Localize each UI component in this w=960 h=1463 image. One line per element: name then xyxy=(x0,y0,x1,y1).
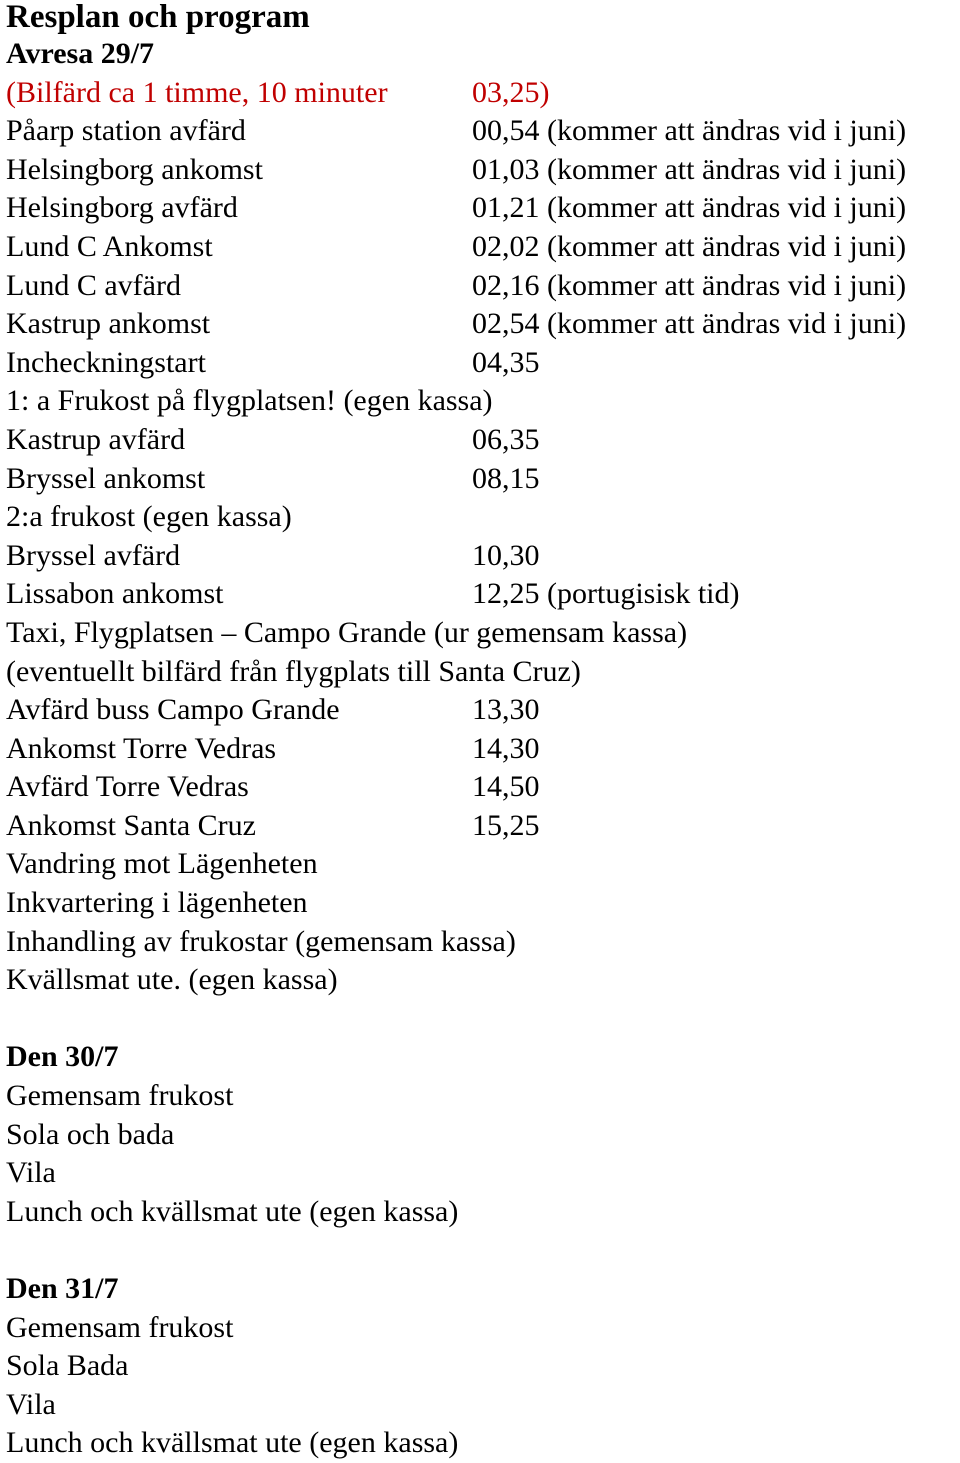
schedule-row xyxy=(6,845,960,884)
row-label: Helsingborg avfärd xyxy=(6,191,238,225)
day-29-7-schedule xyxy=(6,74,960,1000)
row-label: Avfärd Torre Vedras xyxy=(6,770,249,804)
schedule-row xyxy=(6,961,960,1000)
row-label: Kvällsmat ute. (egen kassa) xyxy=(6,963,338,997)
schedule-row xyxy=(6,691,960,730)
schedule-row xyxy=(6,228,960,267)
schedule-row xyxy=(6,884,960,923)
row-time: 13,30 xyxy=(472,693,540,727)
row-label: Taxi, Flygplatsen – Campo Grande (ur gemensam kassa) xyxy=(6,615,688,649)
section-spacer xyxy=(6,1000,960,1039)
list-item: Sola och bada xyxy=(6,1117,175,1151)
row-time: 08,15 xyxy=(472,461,540,495)
row-label: Vandring mot Lägenheten xyxy=(6,847,318,881)
list-item: Lunch och kvällsmat ute (egen kassa) xyxy=(6,1194,459,1228)
list-item: Sola Bada xyxy=(6,1349,129,1383)
section-spacer xyxy=(6,1231,960,1270)
row-label: Inhandling av frukostar (gemensam kassa) xyxy=(6,924,516,958)
row-label: (eventuellt bilfärd från flygplats till Santa Cruz) xyxy=(6,654,581,688)
schedule-row xyxy=(6,305,960,344)
schedule-row xyxy=(6,151,960,190)
row-time: 02,54 (kommer att ändras vid i juni) xyxy=(472,307,907,341)
row-time: 00,54 (kommer att ändras vid i juni) xyxy=(472,114,907,148)
list-item: Vila xyxy=(6,1156,56,1190)
day-31-7-list xyxy=(6,1309,960,1463)
schedule-row xyxy=(6,267,960,306)
row-label: Bryssel avfärd xyxy=(6,538,181,572)
schedule-row xyxy=(6,807,960,846)
schedule-row xyxy=(6,344,960,383)
row-time: 01,21 (kommer att ändras vid i juni) xyxy=(472,191,907,225)
row-time: 10,30 xyxy=(472,538,540,572)
row-label: Inkvartering i lägenheten xyxy=(6,886,308,920)
row-time: 03,25) xyxy=(472,75,550,109)
schedule-row xyxy=(6,923,960,962)
schedule-row xyxy=(6,575,960,614)
row-label: 2:a frukost (egen kassa) xyxy=(6,500,292,534)
row-time: 06,35 xyxy=(472,422,540,456)
row-label: Helsingborg ankomst xyxy=(6,152,263,186)
row-label: Avfärd buss Campo Grande xyxy=(6,693,340,727)
row-label: Bryssel ankomst xyxy=(6,461,206,495)
row-label: Lund C avfärd xyxy=(6,268,181,302)
day-30-7-list xyxy=(6,1077,960,1231)
row-label: Lissabon ankomst xyxy=(6,577,224,611)
schedule-row xyxy=(6,382,960,421)
list-item: Vila xyxy=(6,1387,56,1421)
schedule-row xyxy=(6,730,960,769)
row-label: Kastrup ankomst xyxy=(6,307,211,341)
day-heading-30-7: Den 30/7 xyxy=(6,1040,119,1074)
day-heading-29-7: Avresa 29/7 xyxy=(6,37,155,70)
schedule-row xyxy=(6,498,960,537)
row-label: Lund C Ankomst xyxy=(6,229,213,263)
schedule-row xyxy=(6,614,960,653)
schedule-row xyxy=(6,112,960,151)
schedule-row xyxy=(6,653,960,692)
row-time: 02,02 (kommer att ändras vid i juni) xyxy=(472,229,907,263)
row-time: 15,25 xyxy=(472,808,540,842)
schedule-row xyxy=(6,74,960,113)
schedule-row xyxy=(6,189,960,228)
row-time: 14,50 xyxy=(472,770,540,804)
row-time: 14,30 xyxy=(472,731,540,765)
page-title: Resplan och program xyxy=(6,0,310,35)
schedule-row xyxy=(6,768,960,807)
row-time: 01,03 (kommer att ändras vid i juni) xyxy=(472,152,907,186)
row-label: (Bilfärd ca 1 timme, 10 minuter xyxy=(6,75,388,109)
row-label: Kastrup avfärd xyxy=(6,422,186,456)
row-label: Påarp station avfärd xyxy=(6,114,246,148)
row-label: 1: a Frukost på flygplatsen! (egen kassa) xyxy=(6,384,493,418)
row-label: Ankomst Torre Vedras xyxy=(6,731,277,765)
row-label: Ankomst Santa Cruz xyxy=(6,808,256,842)
list-item: Gemensam frukost xyxy=(6,1079,234,1113)
schedule-row xyxy=(6,460,960,499)
schedule-row xyxy=(6,421,960,460)
row-time: 04,35 xyxy=(472,345,540,379)
row-time: 12,25 (portugisisk tid) xyxy=(472,577,740,611)
schedule-row xyxy=(6,537,960,576)
list-item: Lunch och kvällsmat ute (egen kassa) xyxy=(6,1426,459,1460)
list-item: Gemensam frukost xyxy=(6,1310,234,1344)
day-heading-31-7: Den 31/7 xyxy=(6,1272,119,1305)
row-label: Incheckningstart xyxy=(6,345,206,379)
row-time: 02,16 (kommer att ändras vid i juni) xyxy=(472,268,907,302)
